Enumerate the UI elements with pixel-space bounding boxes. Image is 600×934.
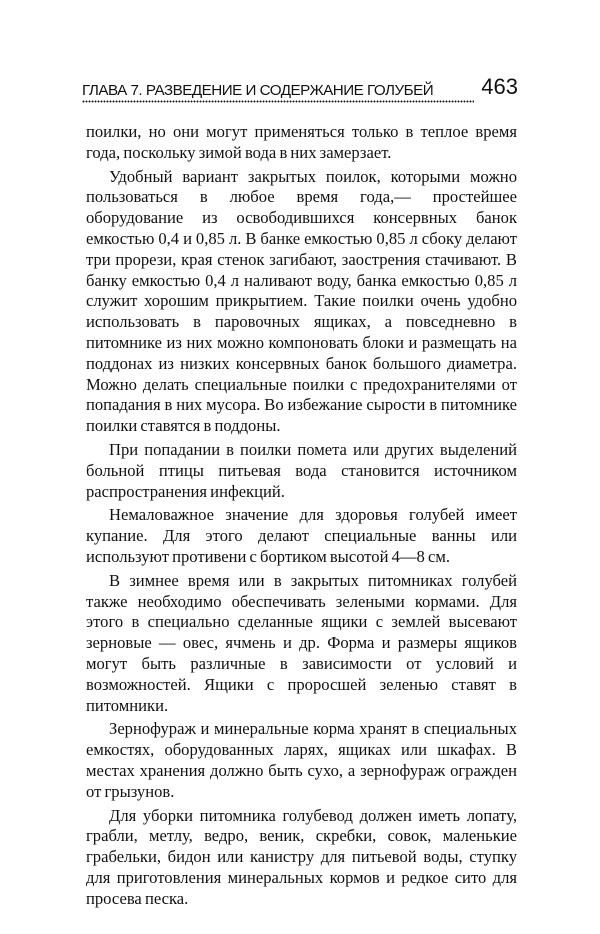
paragraph-bathing: Немаловажное значение для здоровья голубей имеет купание. Для этого делают специальные ванны или используют противени с бортиком высотой 4—8 см. [86,505,517,566]
chapter-title: ГЛАВА 7. РАЗВЕДЕНИЕ И СОДЕРЖАНИЕ ГОЛУБЕЙ [82,82,434,99]
paragraph-closed-drinkers: Удобный вариант закрытых поилок, которыми можно пользоваться в любое время года,— простейшее оборудование из освободившихся консервных банок емкостью 0,4 и 0,85 л. В банке емкостью 0,85 л сбоку делают три прорези, края стенок загибают, заострения стачивают. В банку емкостью 0,4 л наливают воду, банка емкостью 0,85 л служит хорошим прикрытием. Такие поилки очень удобно использовать в паровочных ящиках, а повседневно в питомнике из них можно компоновать блоки и размещать на поддонах из низких консервных банок большого диаметра. Можно делать специальные поилки с предохранителями от попадания в них мусора. Во избежание сырости в питомнике поилки ставятся в поддоны. [86,166,517,436]
paragraph-infection: При попадании в поилки помета или других выделений больной птицы питьевая вода становится источником распространения инфекций. [86,439,517,501]
paragraph-green-feed: В зимнее время или в закрытых питомниках голубей также необходимо обеспечивать зелеными кормами. Для этого в специально сделанные ящики с землей высевают зерновые — овес, ячмень и др. Форма и размеры ящиков могут быть различные в зависимости от условий и возможностей. Ящики с проросшей зеленью ставят в питомники. [86,570,517,715]
paragraph-cleaning-tools: Для уборки питомника голубевод должен иметь лопату, грабли, метлу, ведро, веник, скребки, совок, маленькие грабельки, бидон или канистру для питьевой воды, ступку для приготовления минеральных кормов и редкое сито для просева песка. [86,805,517,908]
header-dotted-rule [82,100,474,103]
body-text [86,122,517,912]
paragraph-continued: поилки, но они могут применяться только в теплое время года, поскольку зимой вода в них замерзает. [86,122,517,162]
paragraph-feed-storage: Зернофураж и минеральные корма хранят в специальных емкостях, оборудованных ларях, ящиках или шкафах. В местах хранения должно быть сухо, а зернофураж огражден от грызунов. [86,719,517,801]
page-number: 463 [481,74,518,99]
